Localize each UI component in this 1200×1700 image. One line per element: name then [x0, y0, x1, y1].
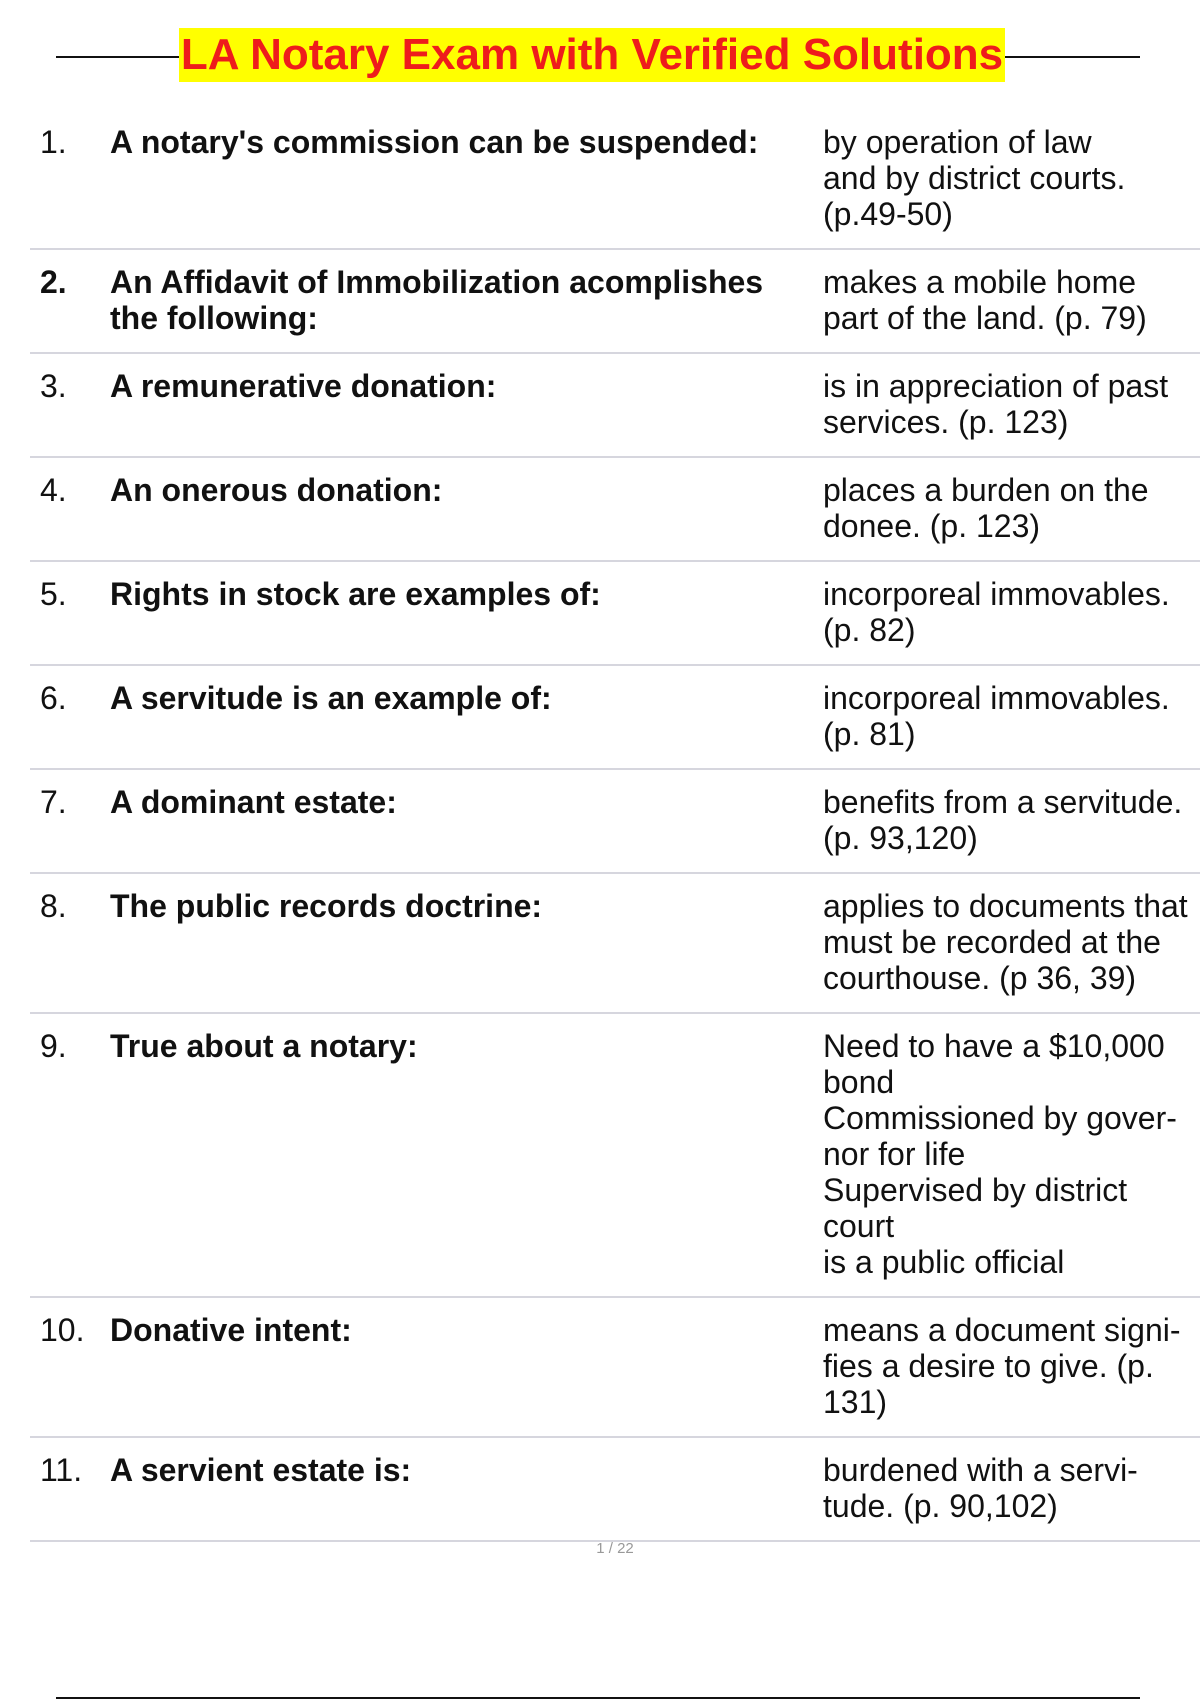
card-answer-line: (p. 81)	[823, 716, 916, 752]
card-answer-line: court	[823, 1208, 895, 1244]
card-number: 2.	[40, 264, 67, 300]
card-number: 7.	[40, 784, 67, 820]
card-question: An Affidavit of Immobilization acomplishes the following:	[110, 264, 764, 336]
card-answer	[823, 368, 1200, 440]
card-answer-line: Commissioned by gover-	[823, 1100, 1177, 1136]
flashcard-row	[30, 562, 1200, 666]
card-answer-line: Need to have a $10,000	[823, 1028, 1165, 1064]
card-answer	[823, 680, 1200, 752]
card-number: 5.	[40, 576, 67, 612]
card-answer-line: is a public official	[823, 1244, 1065, 1280]
card-answer-line: 131)	[823, 1384, 888, 1420]
card-answer	[823, 124, 1200, 232]
card-answer-line: tude. (p. 90,102)	[823, 1488, 1058, 1524]
card-answer-line: means a document signi-	[823, 1312, 1181, 1348]
card-answer	[823, 472, 1200, 544]
flashcard-row	[30, 874, 1200, 1014]
card-answer-line: (p. 82)	[823, 612, 916, 648]
card-answer-line: (p. 93,120)	[823, 820, 978, 856]
card-question: A servitude is an example of:	[110, 680, 552, 716]
flashcard-list	[30, 110, 1200, 1542]
page-indicator: 1 / 22	[596, 1540, 634, 1557]
flashcard-row	[30, 1438, 1200, 1542]
flashcard-row	[30, 458, 1200, 562]
card-answer-line: Supervised by district	[823, 1172, 1128, 1208]
card-answer-line: must be recorded at the	[823, 924, 1161, 960]
card-question: A dominant estate:	[110, 784, 397, 820]
card-answer-line: makes a mobile home	[823, 264, 1137, 300]
card-question: The public records doctrine:	[110, 888, 543, 924]
card-answer-line: part of the land. (p. 79)	[823, 300, 1147, 336]
card-question: A servient estate is:	[110, 1452, 412, 1488]
card-number: 6.	[40, 680, 67, 716]
flashcard-row	[30, 110, 1200, 250]
card-question: Rights in stock are examples of:	[110, 576, 601, 612]
flashcard-row	[30, 1014, 1200, 1298]
card-answer-line: applies to documents that	[823, 888, 1188, 924]
bottom-rule	[56, 1697, 1140, 1699]
card-answer	[823, 1452, 1200, 1524]
card-question: A notary's commission can be suspended:	[110, 124, 759, 160]
flashcard-row	[30, 770, 1200, 874]
card-answer-line: is in appreciation of past	[823, 368, 1169, 404]
card-answer	[823, 784, 1200, 856]
flashcard-row	[30, 1298, 1200, 1438]
flashcard-row	[30, 666, 1200, 770]
card-question: An onerous donation:	[110, 472, 443, 508]
card-answer-line: burdened with a servi-	[823, 1452, 1138, 1488]
card-answer-line: donee. (p. 123)	[823, 508, 1041, 544]
card-number: 3.	[40, 368, 67, 404]
card-answer-line: fies a desire to give. (p.	[823, 1348, 1154, 1384]
card-answer-line: incorporeal immovables.	[823, 576, 1170, 612]
card-number: 4.	[40, 472, 67, 508]
card-answer-line: services. (p. 123)	[823, 404, 1069, 440]
card-question: A remunerative donation:	[110, 368, 497, 404]
card-answer-line: and by district courts.	[823, 160, 1126, 196]
flashcard-row	[30, 354, 1200, 458]
card-number: 10.	[40, 1312, 85, 1348]
document-title: LA Notary Exam with Verified Solutions	[179, 28, 1005, 82]
card-number: 9.	[40, 1028, 67, 1064]
card-answer	[823, 576, 1200, 648]
title-bar	[56, 28, 1140, 86]
card-answer	[823, 1028, 1200, 1280]
card-answer-line: (p.49-50)	[823, 196, 953, 232]
card-answer-line: courthouse. (p 36, 39)	[823, 960, 1137, 996]
card-answer	[823, 888, 1200, 996]
card-question: Donative intent:	[110, 1312, 352, 1348]
card-answer-line: places a burden on the	[823, 472, 1149, 508]
card-answer-line: incorporeal immovables.	[823, 680, 1170, 716]
flashcard-row	[30, 250, 1200, 354]
card-answer-line: bond	[823, 1064, 895, 1100]
card-question: True about a notary:	[110, 1028, 418, 1064]
card-answer	[823, 1312, 1200, 1420]
card-answer-line: nor for life	[823, 1136, 966, 1172]
title-wrap	[56, 28, 1140, 82]
card-answer-line: benefits from a servitude.	[823, 784, 1183, 820]
card-answer	[823, 264, 1200, 336]
card-answer-line: by operation of law	[823, 124, 1092, 160]
card-number: 8.	[40, 888, 67, 924]
card-number: 11.	[40, 1452, 83, 1488]
card-number: 1.	[40, 124, 67, 160]
